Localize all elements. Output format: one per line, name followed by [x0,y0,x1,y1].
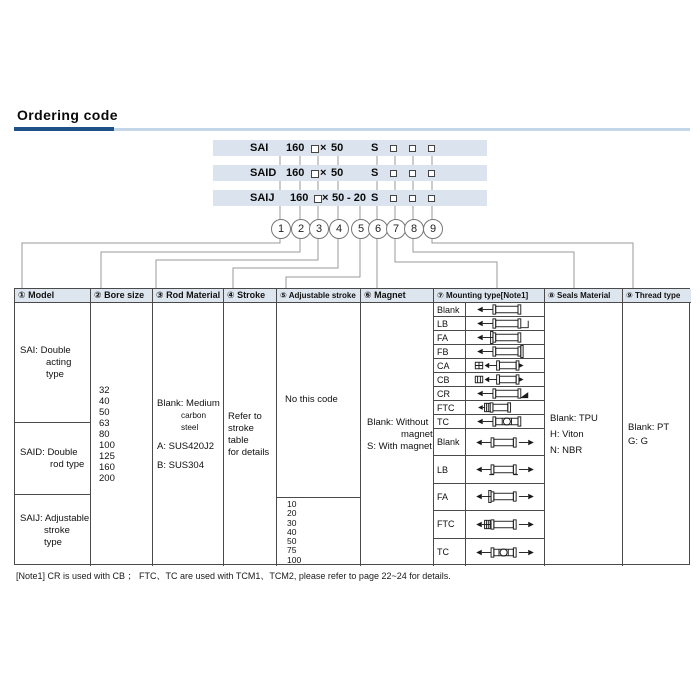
bore-size-value: 100 [99,440,115,451]
col-header-bore-size: ② Bore size [91,289,153,303]
magnet-cell: Blank: Without magnet S: With magnet [361,303,434,566]
bore-size-value: 160 [99,462,115,473]
position-circle-9: 9 [423,219,443,239]
position-circle-7: 7 [386,219,406,239]
mounting-code-label: Blank [434,303,466,316]
cylinder-pivot-cr-icon [466,387,544,400]
code-times: × [320,142,327,154]
option-box-icon [390,195,397,202]
cylinder-clevis-ca-icon [466,359,544,372]
option-box-icon [409,170,416,177]
adjustable-stroke-value: 100 [287,554,302,565]
adjustable-stroke-value: 30 [287,517,297,528]
model-option-said: SAID: Double rod type [15,423,91,495]
mounting-code-label: TC [434,539,466,566]
rod-material-cell: Blank: Medium carbon steel A: SUS420J2 B: SUS304 [153,303,224,566]
mounting-type-row [434,303,544,317]
footnote: [Note1] CR is used with CB ； FTC、TC are used with TCM1、TCM2, please refer to page 22~24 for details. [16,571,451,581]
mounting-type-row [434,359,544,373]
col-header-rod-material: ③ Rod Material [153,289,224,303]
code-stroke: 50 [331,167,344,179]
mounting-code-label: FTC [434,401,466,414]
col-header-mounting-type: ⑦ Mounting type[Note1] [434,289,545,303]
adjustable-stroke-value: 50 [287,536,297,547]
adjustable-stroke-value: 75 [287,545,297,556]
adjustable-stroke-value: 10 [287,499,297,509]
title-underline-dark [14,127,114,131]
code-bore: 160 [286,167,305,179]
bore-size-value: 50 [99,407,110,418]
position-circle-2: 2 [291,219,311,239]
cylinder-flange-front-icon [466,331,544,344]
mounting-code-label: LB [434,456,466,482]
bore-size-value: 32 [99,385,110,396]
dualrod-basic-icon [466,429,544,455]
code-times: × [322,192,329,204]
col-header-seals-material: ⑧ Seals Material [545,289,623,303]
position-circle-5: 5 [351,219,371,239]
mounting-code-label: FA [434,484,466,510]
col-header-stroke: ④ Stroke [224,289,277,303]
position-circle-4: 4 [329,219,349,239]
stroke-cell: Refer to stroke table for details [224,303,277,566]
cylinder-flange-rear-icon [466,345,544,358]
mounting-type-row [434,331,544,345]
mounting-code-label: FA [434,331,466,344]
mounting-code-label: TC [434,415,466,428]
option-box-icon [390,145,397,152]
code-adjustable: - 20 [347,192,366,204]
adjustable-stroke-value: 20 [287,508,297,519]
dualrod-bracket-ftc-icon [466,511,544,537]
adjustable-stroke-value: 40 [287,526,297,537]
code-model: SAID [250,167,277,179]
mounting-type-row [434,317,544,331]
code-magnet: S [371,192,379,204]
option-box-icon [428,195,435,202]
mounting-type-row [434,373,544,387]
bore-size-list [91,303,153,566]
adjustable-stroke-none-cell: No this code [277,303,361,498]
position-circle-8: 8 [404,219,424,239]
cylinder-basic-icon [466,303,544,316]
code-stroke: 50 [332,192,345,204]
mounting-type-row [434,511,544,538]
code-model: SAIJ [250,192,275,204]
dualrod-foot-lb-icon [466,456,544,482]
col-header-adjustable-stroke: ⑤ Adjustable stroke [277,289,361,303]
bore-size-value: 125 [99,451,115,462]
adjustable-stroke-values [277,498,361,566]
mounting-type-row [434,484,544,511]
code-magnet: S [371,167,379,179]
code-stroke: 50 [331,142,344,154]
col-header-thread-type: ⑨ Thread type [623,289,691,303]
mounting-code-label: LB [434,317,466,330]
mounting-type-row [434,539,544,566]
mounting-type-row [434,429,544,456]
option-box-icon [314,195,322,203]
thread-type-cell: Blank: PT G: G [628,421,670,447]
bore-size-value: 80 [99,429,110,440]
option-box-icon [409,145,416,152]
code-bore: 160 [290,192,309,204]
bore-size-value: 200 [99,473,115,484]
option-box-icon [428,145,435,152]
option-box-icon [428,170,435,177]
code-bore: 160 [286,142,305,154]
model-option-saij: SAIJ: Adjustable stroke type [15,495,91,566]
title-underline-light [114,128,690,131]
dualrod-flange-icon [466,484,544,510]
cylinder-foot-lb-icon [466,317,544,330]
mounting-type-row [434,415,544,429]
mounting-type-row [434,345,544,359]
option-box-icon [311,145,319,153]
page-title: Ordering code [17,107,118,123]
option-box-icon [311,170,319,178]
seals-material-cell: Blank: TPU H: Viton N: NBR [545,303,623,566]
ordering-table [14,288,690,565]
mounting-code-label: CA [434,359,466,372]
option-box-icon [409,195,416,202]
cylinder-trunnion-tc-icon [466,415,544,428]
bore-size-value: 63 [99,418,110,429]
code-magnet: S [371,142,379,154]
mounting-code-label: FTC [434,511,466,537]
col-header-magnet: ⑥ Magnet [361,289,434,303]
dualrod-trunnion-tc-icon [466,539,544,566]
code-times: × [320,167,327,179]
mounting-type-rows [434,303,545,566]
position-circle-3: 3 [309,219,329,239]
position-circle-1: 1 [271,219,291,239]
mounting-code-label: CR [434,387,466,400]
mounting-code-label: FB [434,345,466,358]
code-model: SAI [250,142,269,154]
mounting-type-row [434,401,544,415]
option-box-icon [390,170,397,177]
position-circle-6: 6 [368,219,388,239]
mounting-code-label: Blank [434,429,466,455]
mounting-code-label: CB [434,373,466,386]
mounting-type-row [434,387,544,401]
model-option-sai: SAI: Double acting type [15,303,91,423]
cylinder-bracket-ftc-icon [466,401,544,414]
col-header-model: ① Model [15,289,91,303]
cylinder-clevis-cb-icon [466,373,544,386]
mounting-type-row [434,456,544,483]
bore-size-value: 40 [99,396,110,407]
